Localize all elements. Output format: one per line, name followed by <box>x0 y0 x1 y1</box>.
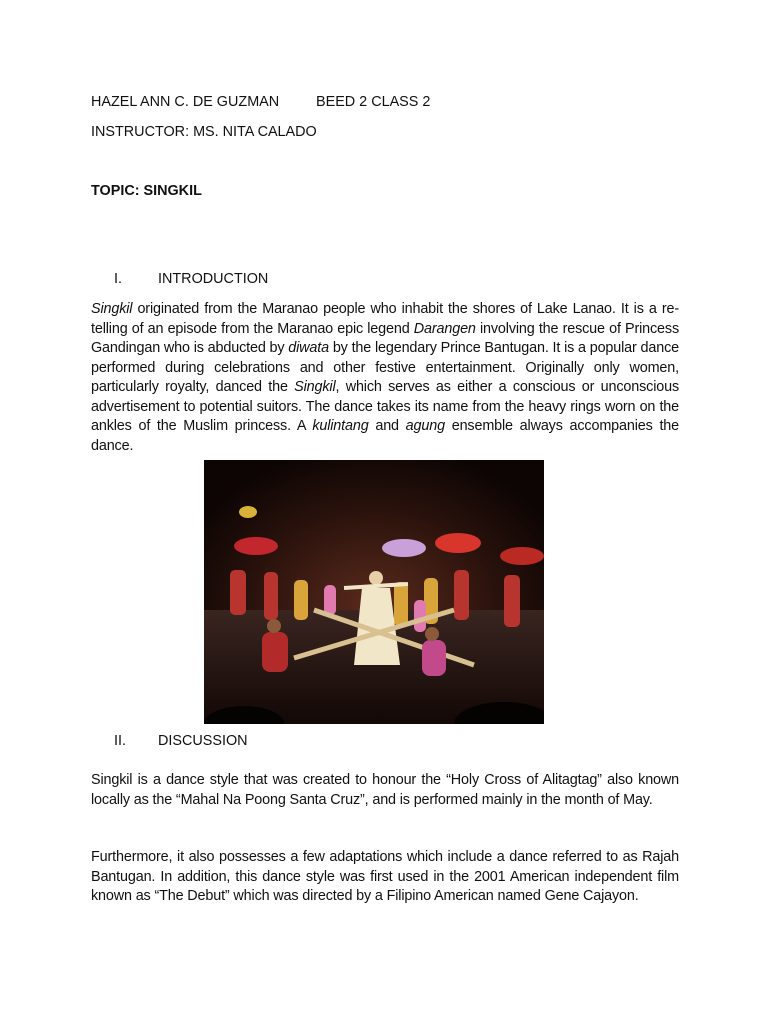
topic-line: TOPIC: SINGKIL <box>91 183 202 199</box>
text-run: Furthermore, it also possesses a few adaptations which include a dance referred to as Rajah Bantugan. In addition, this dance style was first used in the 2001 American independent film known as “The Debut” which was directed by a Filipino American named Gene Cajayon. <box>91 849 679 904</box>
text-run: ensemble always accompanies the dance. <box>91 418 679 454</box>
section-2-numeral: II. <box>114 733 126 749</box>
text-run: agung <box>405 418 445 434</box>
section-1-numeral: I. <box>114 271 122 287</box>
student-name: HAZEL ANN C. DE GUZMAN <box>91 94 280 110</box>
section-2-title: DISCUSSION <box>158 733 248 749</box>
text-run: Singkil is a dance style that was created to honour the “Holy Cross of Alitagtag” also known locally as the “Mahal Na Poong Santa Cruz”, and is performed mainly in the month of May. <box>91 772 679 808</box>
text-run: and <box>368 418 406 434</box>
discussion-paragraph-2 <box>91 848 679 907</box>
text-run: , which serves as either a conscious or unconscious advertisement to potential suitors. The dance takes its name from the heavy rings worn on the ankles of the Muslim princess. A <box>91 379 679 434</box>
text-run: involving the rescue of Princess Gandingan who is abducted by <box>91 320 679 356</box>
text-run: by the legendary Prince Bantugan. It is a popular dance performed during celebrations and other festive entertainment. Originally only women, particularly royalty, danced the <box>91 340 679 395</box>
text-run: diwata <box>288 340 329 356</box>
text-run: Darangen <box>413 320 476 337</box>
class-label: BEED 2 CLASS 2 <box>316 94 431 110</box>
instructor-line: INSTRUCTOR: MS. NITA CALADO <box>91 124 317 140</box>
discussion-paragraph-1 <box>91 771 679 810</box>
text-run: Singkil <box>294 379 336 395</box>
introduction-paragraph <box>91 300 679 456</box>
singkil-dance-photo <box>204 460 544 724</box>
text-run: kulintang <box>312 418 369 434</box>
text-run: Singkil <box>91 301 133 317</box>
section-1-title: INTRODUCTION <box>158 271 269 287</box>
text-run: originated from the Maranao people who inhabit the shores of Lake Lanao. It is a re-telling of an episode from the Maranao epic legend <box>91 301 679 337</box>
